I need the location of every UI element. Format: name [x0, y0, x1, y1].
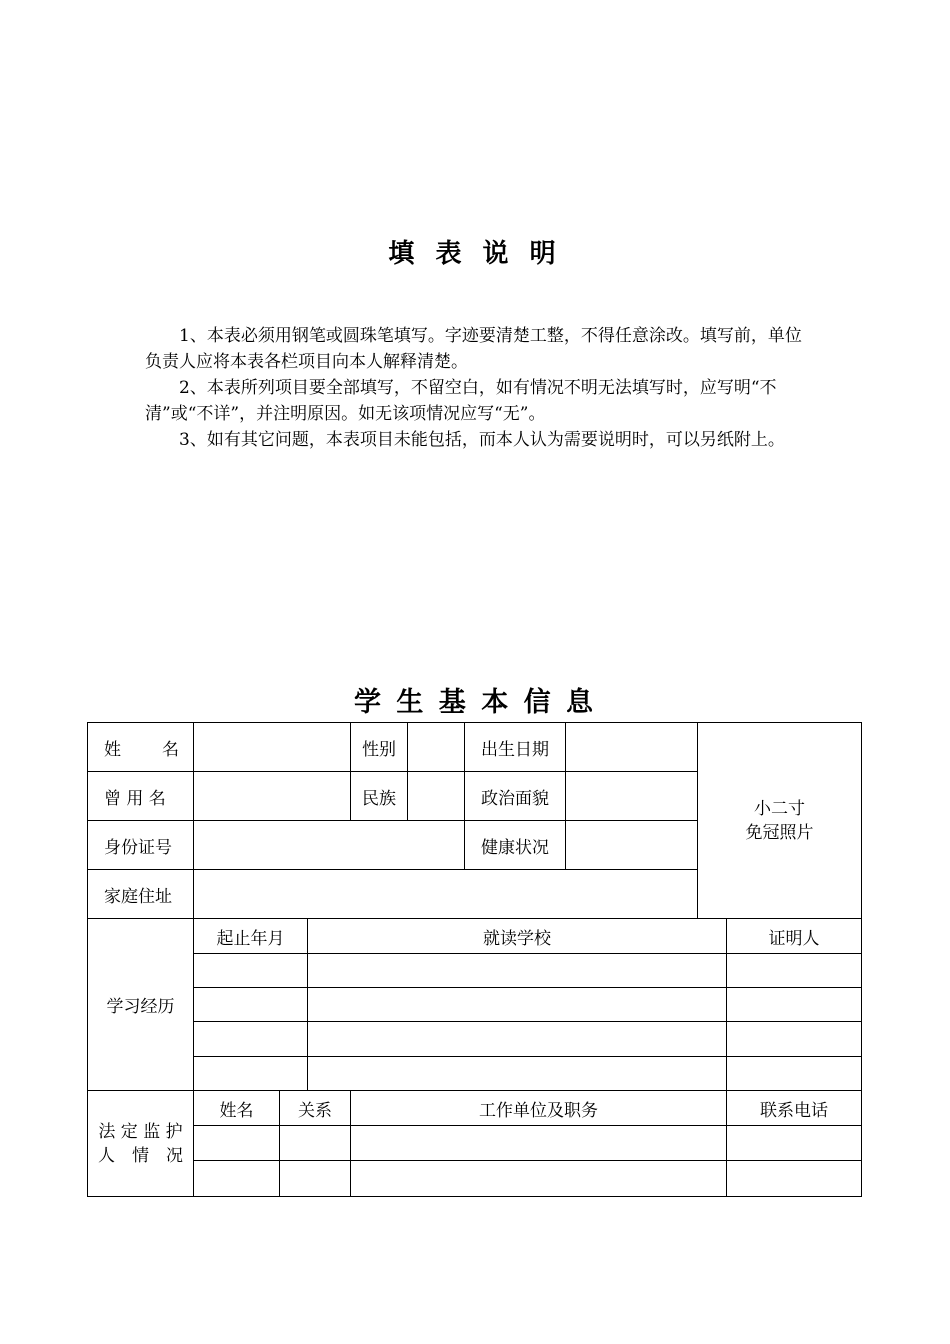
id-label: 身份证号	[88, 821, 194, 870]
guardian-employer-field[interactable]	[351, 1126, 727, 1161]
instructions-title: 填 表 说 明	[388, 239, 562, 269]
name-label: 姓 名	[88, 723, 194, 772]
study-school-field[interactable]	[308, 954, 727, 988]
study-witness-field[interactable]	[727, 954, 861, 988]
guardian-label-line-1: 法 定 监 护	[98, 1121, 183, 1142]
guardian-phone-field[interactable]	[727, 1126, 861, 1161]
guardian-header-employer: 工作单位及职务	[351, 1091, 727, 1126]
study-period-field[interactable]	[194, 954, 308, 988]
gender-label: 性别	[351, 723, 408, 772]
study-header-period: 起止年月	[194, 919, 308, 954]
study-label: 学习经历	[88, 919, 194, 1091]
form-title: 学 生 基 本 信 息	[354, 687, 596, 718]
guardian-phone-field[interactable]	[727, 1161, 861, 1196]
name-field[interactable]	[194, 723, 351, 772]
photo-box	[698, 723, 861, 919]
study-witness-field[interactable]	[727, 1057, 861, 1091]
birth-field[interactable]	[566, 723, 698, 772]
guardian-header-phone: 联系电话	[727, 1091, 861, 1126]
gender-field[interactable]	[408, 723, 465, 772]
alias-label: 曾 用 名	[88, 772, 194, 821]
guardian-label-line-2: 人 情 况	[98, 1145, 183, 1166]
study-period-field[interactable]	[194, 1022, 308, 1057]
instruction-item-3: 3、如有其它问题，本表项目未能包括，而本人认为需要说明时，可以另纸附上。	[179, 430, 785, 450]
instructions-body	[145, 323, 807, 453]
study-period-field[interactable]	[194, 988, 308, 1022]
political-label: 政治面貌	[465, 772, 566, 821]
guardian-relation-field[interactable]	[280, 1126, 351, 1161]
address-label: 家庭住址	[88, 870, 194, 919]
alias-field[interactable]	[194, 772, 351, 821]
guardian-name-field[interactable]	[194, 1126, 280, 1161]
study-school-field[interactable]	[308, 988, 727, 1022]
student-info-table	[87, 722, 862, 1197]
guardian-relation-field[interactable]	[280, 1161, 351, 1196]
guardian-header-name: 姓名	[194, 1091, 280, 1126]
study-header-school: 就读学校	[308, 919, 727, 954]
ethnicity-field[interactable]	[408, 772, 465, 821]
ethnicity-label: 民族	[351, 772, 408, 821]
id-field[interactable]	[194, 821, 465, 870]
study-witness-field[interactable]	[727, 1022, 861, 1057]
address-field[interactable]	[194, 870, 698, 919]
guardian-name-field[interactable]	[194, 1161, 280, 1196]
health-field[interactable]	[566, 821, 698, 870]
health-label: 健康状况	[465, 821, 566, 870]
instruction-item-2: 2、本表所列项目要全部填写，不留空白，如有情况不明无法填写时，应写明“不清”或“不详”，并注明原因。如无该项情况应写“无”。	[145, 378, 777, 424]
guardian-label	[88, 1091, 194, 1196]
birth-label: 出生日期	[465, 723, 566, 772]
instruction-item-1: 1、本表必须用钢笔或圆珠笔填写。字迹要清楚工整，不得任意涂改。填写前，单位负责人应将本表各栏项目向本人解释清楚。	[145, 326, 802, 372]
study-witness-field[interactable]	[727, 988, 861, 1022]
study-period-field[interactable]	[194, 1057, 308, 1091]
study-header-witness: 证明人	[727, 919, 861, 954]
guardian-employer-field[interactable]	[351, 1161, 727, 1196]
political-field[interactable]	[566, 772, 698, 821]
photo-line-2: 免冠照片	[745, 822, 814, 843]
study-school-field[interactable]	[308, 1057, 727, 1091]
study-school-field[interactable]	[308, 1022, 727, 1057]
photo-line-1: 小二寸	[754, 798, 805, 819]
guardian-header-relation: 关系	[280, 1091, 351, 1126]
